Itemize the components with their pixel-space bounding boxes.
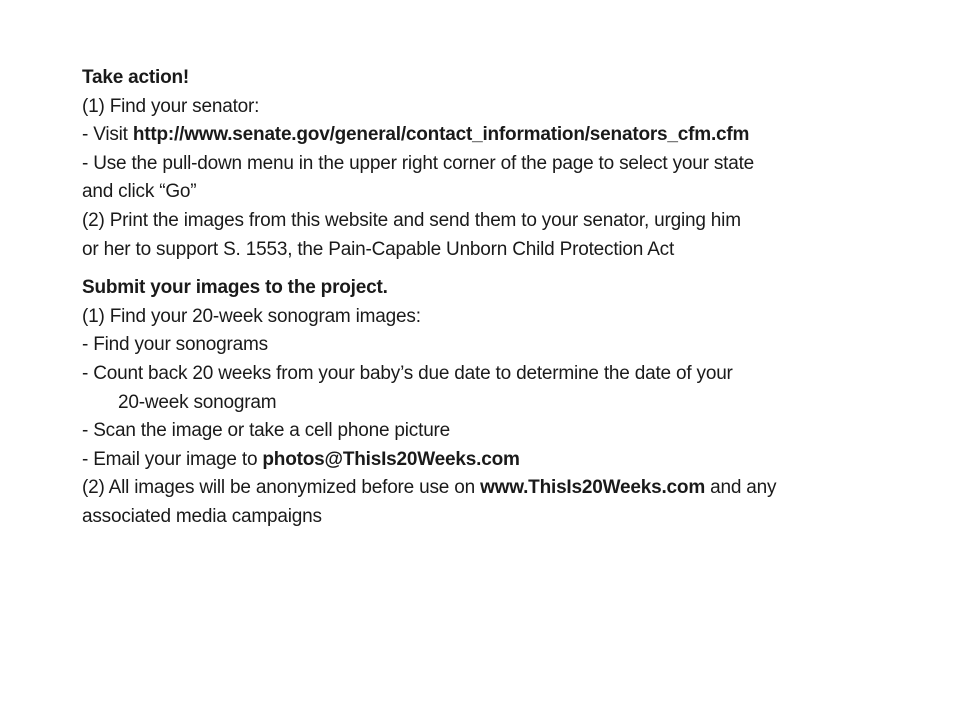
pulldown-instruction-line2: and click “Go” xyxy=(82,181,197,203)
email-address-link[interactable]: photos@ThisIs20Weeks.com xyxy=(262,448,520,470)
visit-line xyxy=(82,121,932,150)
submit-images-heading: Submit your images to the project. xyxy=(82,277,388,299)
website-link[interactable]: www.ThisIs20Weeks.com xyxy=(480,477,706,499)
take-action-heading: Take action! xyxy=(82,67,190,88)
senate-url-link[interactable]: http://www.senate.gov/general/contact_information/senators_cfm.cfm xyxy=(132,124,750,146)
count-back-item-line2: 20-week sonogram xyxy=(118,391,277,413)
email-item xyxy=(82,446,932,475)
anonymized-prefix: (2) All images will be anonymized before use on xyxy=(82,477,481,499)
find-senator-step: (1) Find your senator: xyxy=(82,95,260,117)
anonymized-step-line2: associated media campaigns xyxy=(82,505,322,527)
section-spacer xyxy=(82,264,932,274)
scan-image-item: - Scan the image or take a cell phone picture xyxy=(82,420,451,442)
print-images-step-line2: or her to support S. 1553, the Pain-Capable Unborn Child Protection Act xyxy=(82,238,675,260)
slide-content xyxy=(82,64,932,532)
print-images-step-line1: (2) Print the images from this website and send them to your senator, urging him xyxy=(82,209,741,231)
find-sonogram-step: (1) Find your 20-week sonogram images: xyxy=(82,305,421,327)
count-back-item-line1: - Count back 20 weeks from your baby’s due date to determine the date of your xyxy=(82,362,733,384)
email-prefix: - Email your image to xyxy=(82,448,263,470)
pulldown-instruction-line1: - Use the pull-down menu in the upper right corner of the page to select your state xyxy=(82,152,755,174)
anonymized-suffix: and any xyxy=(705,477,777,499)
find-sonograms-item: - Find your sonograms xyxy=(82,334,268,356)
visit-prefix: - Visit xyxy=(82,124,133,146)
anonymized-step-line1 xyxy=(82,474,932,503)
